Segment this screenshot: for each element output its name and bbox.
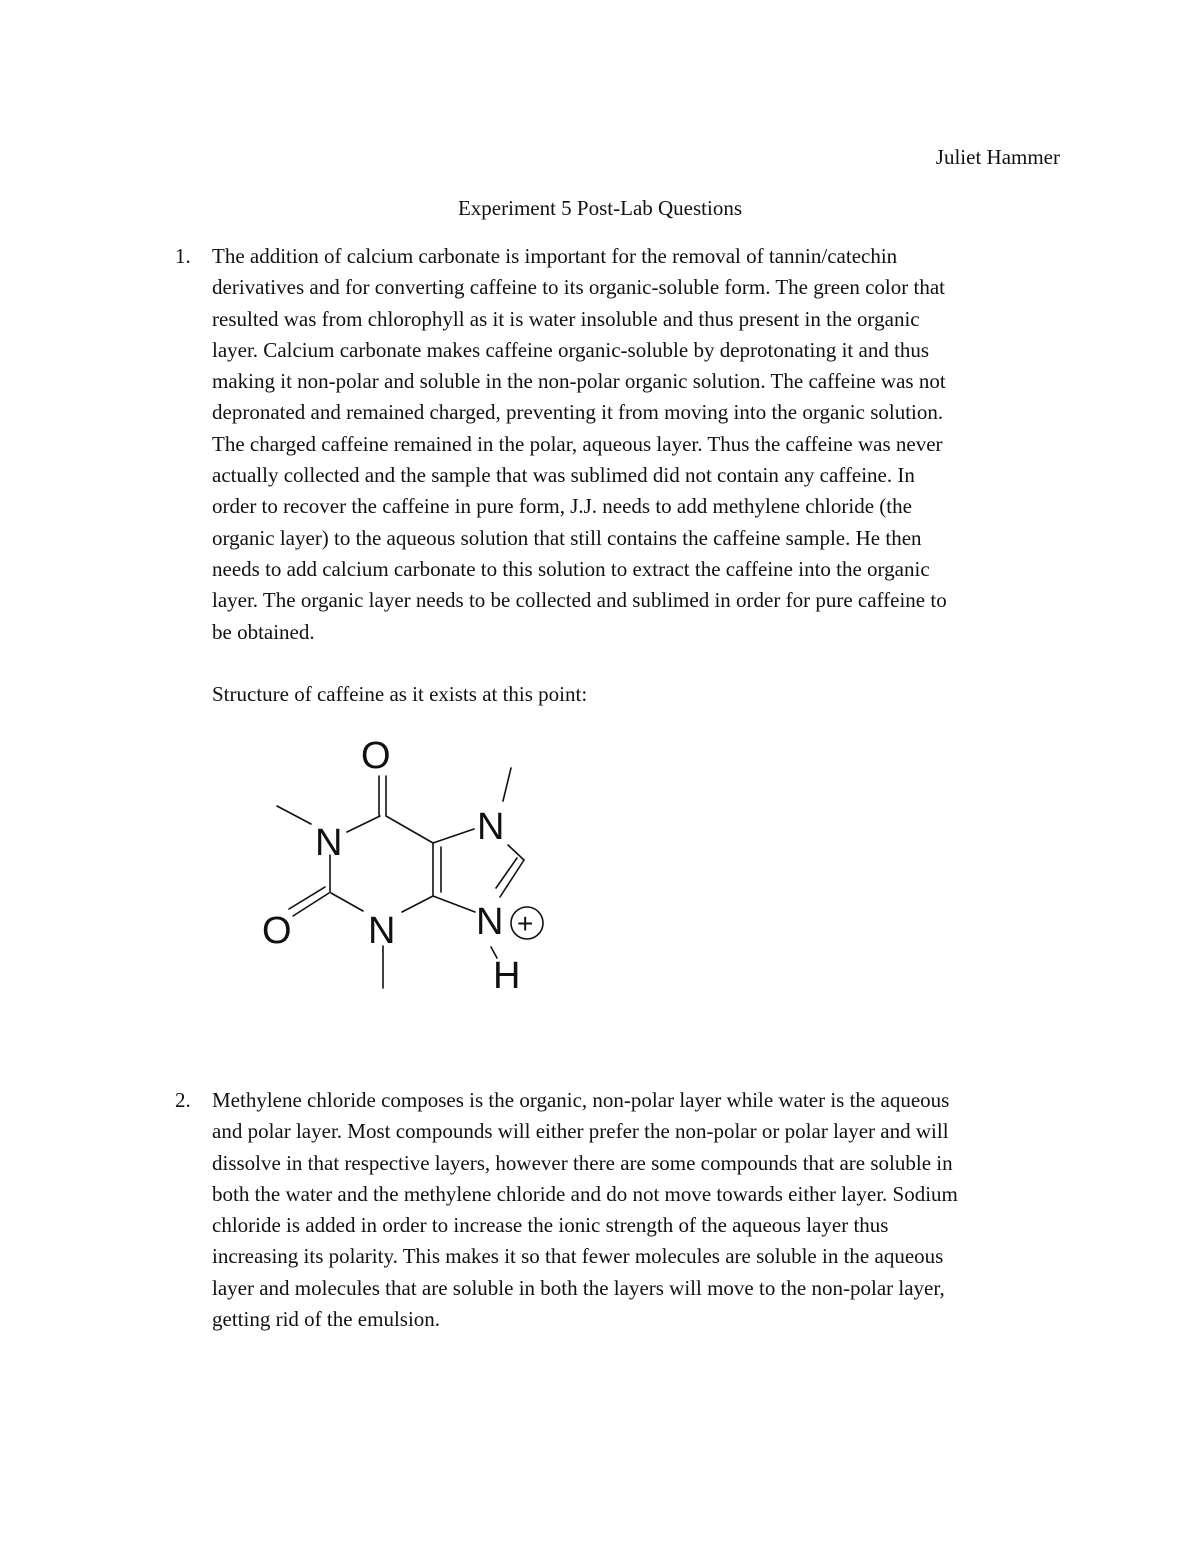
author-name: Juliet Hammer <box>935 145 1060 169</box>
document-title: Experiment 5 Post-Lab Questions <box>457 196 743 220</box>
bond-lines <box>277 768 524 988</box>
caffeine-structure-svg <box>255 730 565 1000</box>
atom-o-left: O <box>262 910 292 952</box>
atom-n9: N <box>476 901 504 943</box>
question-2 <box>175 1085 1055 1335</box>
question-1 <box>175 241 1055 648</box>
charge-plus-sign: + <box>517 908 534 939</box>
atom-n7: N <box>477 806 505 848</box>
question-number: 1. <box>175 244 191 268</box>
caffeine-structure-diagram <box>255 730 565 1000</box>
structure-caption: Structure of caffeine as it exists at this point: <box>212 682 588 706</box>
atom-o-top: O <box>361 735 391 777</box>
question-number: 2. <box>175 1088 191 1112</box>
atom-n1: N <box>315 822 343 864</box>
question-answer-text: Methylene chloride composes is the organic, non-polar layer while water is the aqueous and polar layer. Most compounds will either prefer the non-polar or polar layer and will dissolve in that respective layers, however there are some compounds that are soluble in both the water and the methylene chloride and do not move towards either layer. Sodium chloride is added in order to increase the ionic strength of the aqueous layer thus increasing its polarity. This makes it so that fewer molecules are soluble in the aqueous layer and molecules that are soluble in both the layers will move to the non-polar layer, getting rid of the emulsion. <box>212 1088 958 1332</box>
question-answer-text: The addition of calcium carbonate is important for the removal of tannin/catechin derivatives and for converting caffeine to its organic-soluble form. The green color that resulted was from chlorophyll as it is water insoluble and thus present in the organic layer. Calcium carbonate makes caffeine organic-soluble by deprotonating it and thus making it non-polar and soluble in the non-polar organic solution. The caffeine was not depronated and remained charged, preventing it from moving into the organic solution. The charged caffeine remained in the polar, aqueous layer. Thus the caffeine was never actually collected and the sample that was sublimed did not contain any caffeine. In order to recover the caffeine in pure form, J.J. needs to add methylene chloride (the organic layer) to the aqueous solution that still contains the caffeine sample. He then needs to add calcium carbonate to this solution to extract the caffeine into the organic layer. The organic layer needs to be collected and sublimed in order for pure caffeine to be obtained. <box>212 244 947 644</box>
atom-n3: N <box>368 910 396 952</box>
atom-h9: H <box>493 955 521 997</box>
